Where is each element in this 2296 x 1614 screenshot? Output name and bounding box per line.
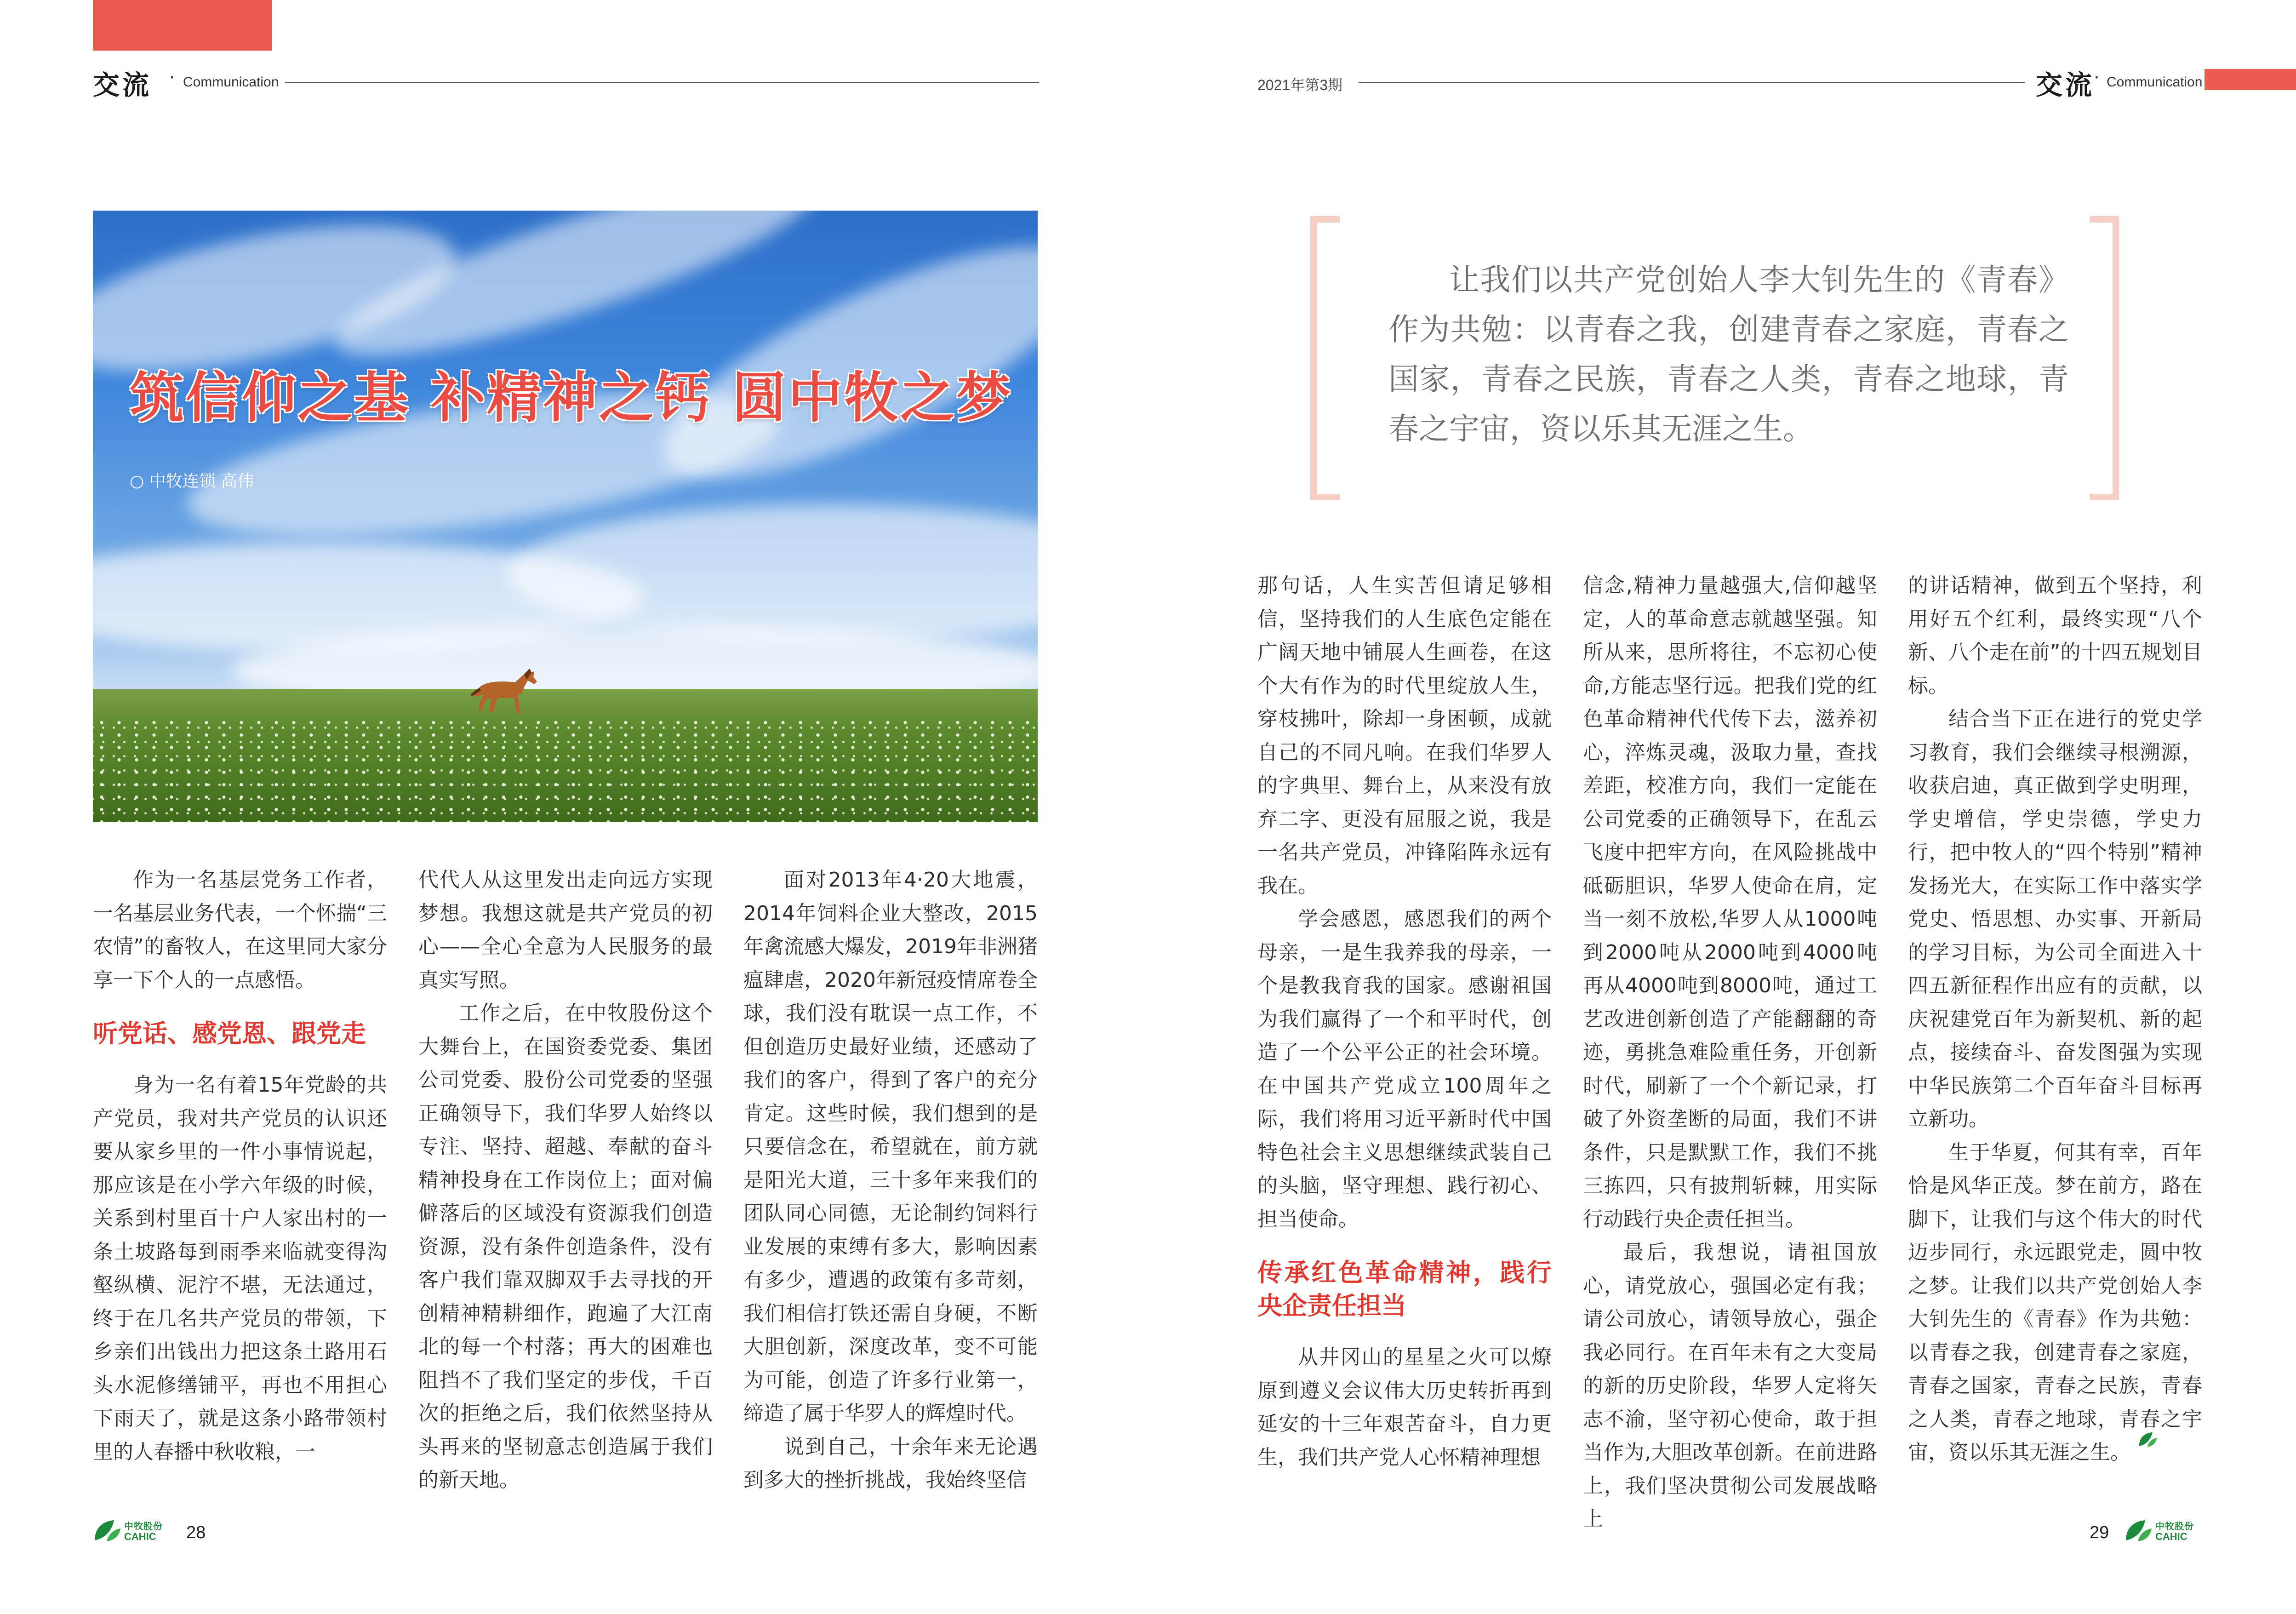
col2-paragraph-1: 代代人从这里发出走向远方实现梦想。我想这就是共产党员的初心——全心全意为人民服务的最真实写照。 — [418, 868, 713, 992]
article-byline: ○ 中牧连锁 高伟 — [130, 472, 254, 491]
horse-icon — [470, 666, 543, 716]
column-6 — [1908, 569, 2202, 1470]
col6-paragraph-1: 的讲话精神，做到五个坚持，利用好五个红利，最终实现“八个新、八个走在前”的十四五规划目标。 — [1908, 574, 2202, 698]
col3-paragraph-1: 面对2013年4·20大地震，2014年饲料企业大整改，2015年禽流感大爆发，2019年非洲猪瘟肆虐，2020年新冠疫情席卷全球，我们没有耽误一点工作，不但创造历史最好业绩，还感动了我们的客户，得到了客户的充分肯定。这些时候，我们想到的是只要信念在，希望就在，前方就是阳光大道，三十多年来我们的团队同心同德，无论制约饲料行业发展的束缚有多大，影响因素有多少，遭遇的政策有多苛刻，我们相信打铁还需自身硬，不断大胆创新，深度改革，变不可能为可能，创造了许多行业第一，缔造了属于华罗人的辉煌时代。 — [743, 868, 1038, 1425]
right-header-rule — [1359, 82, 2025, 83]
left-header-red-tab — [93, 0, 272, 51]
col4-paragraph-2: 学会感恩，感恩我们的两个母亲，一是生我养我的母亲，一个是教我育我的国家。感谢祖国为我们赢得了一个和平时代，创造了一个公平公正的社会环境。在中国共产党成立100周年之际，我们将用习近平新时代中国特色社会主义思想继续武装自己的头脑，坚守理想、践行初心、担当使命。 — [1257, 907, 1552, 1231]
right-logo-en: CAHIC — [2155, 1531, 2187, 1542]
right-page-number: 29 — [2090, 1523, 2109, 1542]
left-logo-cn: 中牧股份 — [124, 1521, 163, 1532]
col2-paragraph-2: 工作之后，在中牧股份这个大舞台上，在国资委党委、集团公司党委、股份公司党委的坚强正确领导下，我们华罗人始终以专注、坚持、超越、奉献的奋斗精神投身在工作岗位上；面对偏僻落后的区域没有资源我们创造资源，没有条件创造条件，没有客户我们靠双脚双手去寻找的开创精神精耕细作，跑遍了大江南北的每一个村落；再大的困难也阻挡不了我们坚定的步伐，千百次的拒绝之后，我们依然坚持从头再来的坚韧意志创造属于我们的新天地。 — [418, 1002, 713, 1492]
column-5 — [1583, 569, 1877, 1536]
quote-bracket-left — [1310, 216, 1340, 500]
col4-paragraph-3: 从井冈山的星星之火可以燎原到遵义会议伟大历史转折再到延安的十三年艰苦奋斗，自力更生，我们共产党人心怀精神理想 — [1257, 1345, 1552, 1469]
right-header-red-tab — [2205, 69, 2296, 90]
col1-subheading: 听党话、感党恩、跟党走 — [93, 1019, 366, 1048]
right-section-dot: · — [2094, 67, 2100, 88]
end-mark-leaf-icon — [2138, 1430, 2158, 1448]
article-title: 筑信仰之基 补精神之钙 圆中牧之梦 — [130, 366, 1013, 429]
pull-quote-text: 让我们以共产党创始人李大钊先生的《青春》作为共勉：以青春之我，创建青春之家庭，青春之国家，青春之民族，青春之人类，青春之地球，青春之宇宙，资以乐其无涯之生。 — [1388, 262, 2069, 446]
quote-bracket-right — [2090, 216, 2119, 500]
col3-paragraph-2: 说到自己，十余年来无论遇到多大的挫折挑战，我始终坚信 — [743, 1435, 1038, 1492]
col1-paragraph-2: 身为一名有着15年党龄的共产党员，我对共产党员的认识还要从家乡里的一件小事情说起，那应该是在小学六年级的时候，关系到村里百十户人家出村的一条土坡路每到雨季来临就变得沟壑纵横、泥泞不堪，无法通过，终于在几名共产党员的带领，下乡亲们出钱出力把这条土路用石头水泥修缮铺平，再也不用担心下雨天了，就是这条小路带领村里的人春播中秋收粮，一 — [93, 1073, 387, 1464]
left-logo-en: CAHIC — [124, 1531, 156, 1542]
cahic-leaf-icon — [93, 1517, 122, 1543]
left-header-rule — [285, 82, 1039, 83]
col6-paragraph-3: 生于华夏，何其有幸，百年恰是风华正茂。梦在前方，路在脚下，让我们与这个伟大的时代迈步同行，永远跟党走，圆中牧之梦。让我们以共产党创始人李大钊先生的《青春》作为共勉：以青春之我，创建青春之家庭，青春之国家，青春之民族，青春之人类，青春之地球，青春之宇宙，资以乐其无涯之生。 — [1908, 1140, 2202, 1464]
col5-paragraph-2: 最后，我想说，请祖国放心，请党放心，强国必定有我；请公司放心，请领导放心，强企我必同行。在百年未有之大变局的新的历史阶段，华罗人定将矢志不渝，坚守初心使命，敢于担当作为,大胆改革创新。在前进路上，我们坚决贯彻公司发展战略上 — [1583, 1241, 1877, 1531]
column-4 — [1257, 569, 1552, 1474]
cahic-leaf-icon-right — [2124, 1517, 2153, 1543]
left-page-number: 28 — [186, 1523, 206, 1542]
left-section-en: Communication — [183, 74, 279, 90]
col4-subheading: 传承红色革命精神，践行央企责任担当 — [1257, 1258, 1552, 1320]
col1-paragraph-1: 作为一名基层党务工作者，一名基层业务代表，一个怀揣“三农情”的畜牧人，在这里同大家分享一下个人的一点感悟。 — [93, 868, 387, 992]
left-section-dot: · — [169, 67, 175, 88]
hero-photo-horse-grassland — [93, 211, 1038, 822]
col4-paragraph-1: 那句话，人生实苦但请足够相信，坚持我们的人生底色定能在广阔天地中铺展人生画卷，在这个大有作为的时代里绽放人生，穿枝拂叶，除却一身困顿，成就自己的不同凡响。在我们华罗人的字典里、舞台上，从来没有放弃二字、更没有屈服之说，我是一名共产党员，冲锋陷阵永远有我在。 — [1257, 574, 1552, 898]
column-2 — [418, 864, 713, 1497]
right-section-title: 交流 — [2036, 69, 2095, 101]
col5-paragraph-1: 信念,精神力量越强大,信仰越坚定，人的革命意志就越坚强。知所从来，思所将往，不忘初心使命,方能志坚行远。把我们党的红色革命精神代代传下去，滋养初心，淬炼灵魂，汲取力量，查找差距，校准方向，我们一定能在公司党委的正确领导下，在乱云飞度中把牢方向，在风险挑战中砥砺胆识，华罗人使命在肩，定当一刻不放松,华罗人从1000吨到2000吨从2000吨到4000吨再从4000吨到8000吨，通过工艺改进创新创造了产能翻翻的奇迹，勇挑急难险重任务，开创新时代，刷新了一个个新记录，打破了外资垄断的局面，我们不讲条件，只是默默工作，我们不挑三拣四，只有披荆斩棘，用实际行动践行央企责任担当。 — [1583, 574, 1877, 1231]
issue-label: 2021年第3期 — [1257, 77, 1342, 93]
column-3 — [743, 864, 1038, 1497]
col6-paragraph-2: 结合当下正在进行的党史学习教育，我们会继续寻根溯源，收获启迪，真正做到学史明理，学史增信，学史崇德，学史力行，把中牧人的“四个特别”精神发扬光大，在实际工作中落实学党史、悟思想、办实事、开新局的学习目标，为公司全面进入十四五新征程作出应有的贡献，以庆祝建党百年为新契机、新的起点，接续奋斗、奋发图强为实现中华民族第二个百年奋斗目标再立新功。 — [1908, 707, 2202, 1131]
left-section-title: 交流 — [93, 69, 152, 101]
pull-quote — [1388, 255, 2069, 454]
right-section-en: Communication — [2107, 74, 2203, 90]
column-1 — [93, 864, 387, 1469]
right-logo-cn: 中牧股份 — [2155, 1521, 2194, 1532]
